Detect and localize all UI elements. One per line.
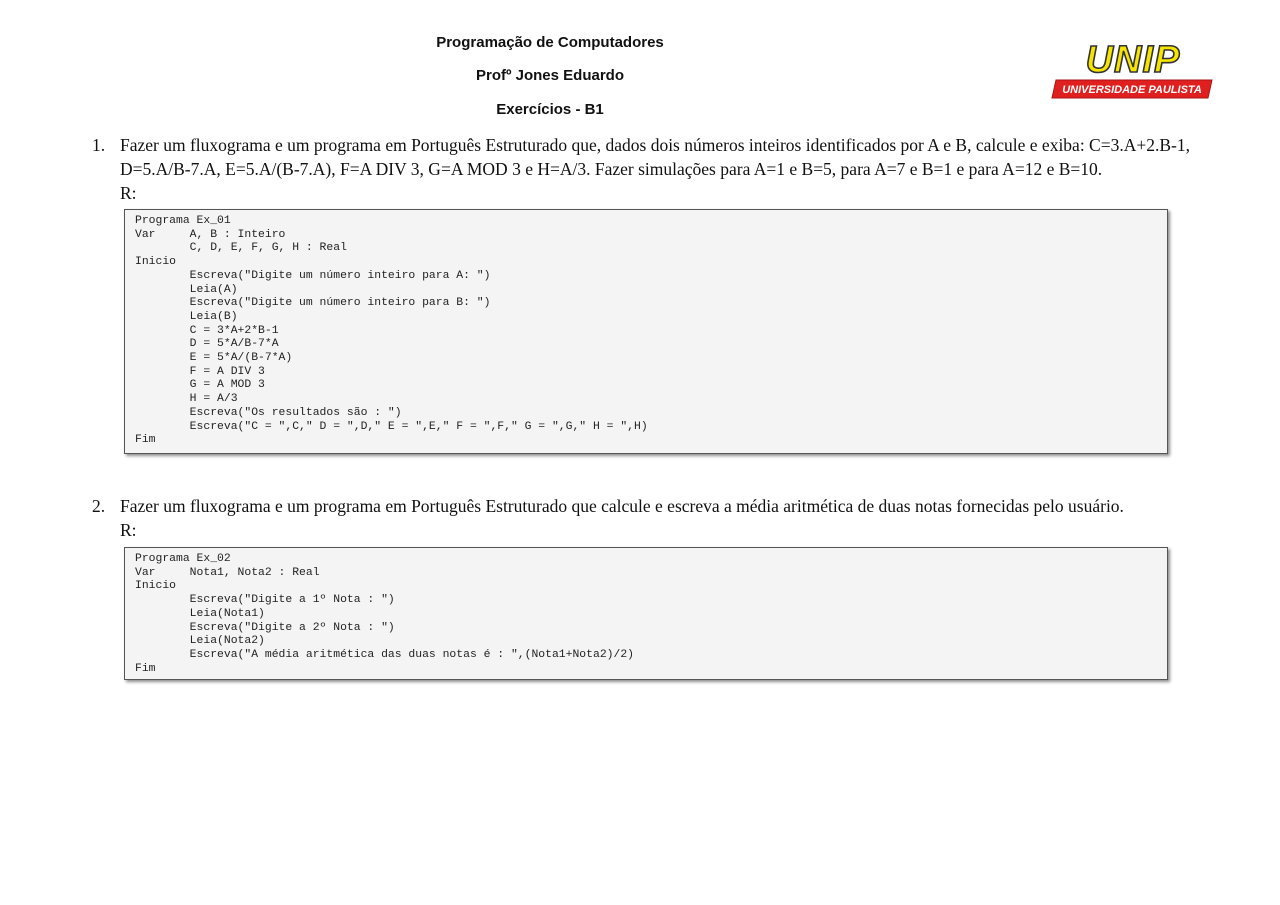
exercise-1 xyxy=(92,133,1222,205)
professor-name: Profº Jones Eduardo xyxy=(475,67,624,84)
code-block-ex01 xyxy=(124,209,1168,454)
logo-subtitle: UNIVERSIDADE PAULISTA xyxy=(1062,84,1202,96)
exercise-number: 2. xyxy=(92,496,106,516)
code-listing: Programa Ex_02 Var Nota1, Nota2 : Real Inicio Escreva("Digite a 1º Nota : ") Leia(Nota1) Escreva("Digite a 2º Nota : ") Leia(Nota2) Escreva("A média aritmética das duas notas é : ",(Nota1+Nota2)/2) Fim xyxy=(135,553,634,675)
logo-wordmark: UNIP xyxy=(1085,40,1181,81)
document-title: Programação de Computadores xyxy=(436,34,664,51)
section-title: Exercícios - B1 xyxy=(496,101,604,118)
exercise-2 xyxy=(92,494,1222,542)
exercise-number: 1. xyxy=(92,135,106,155)
exercise-statement: Fazer um fluxograma e um programa em Português Estruturado que calcule e escreva a média aritmética de duas notas fornecidas pelo usuário. xyxy=(120,496,1124,516)
answer-label: R: xyxy=(120,183,137,203)
code-listing: Programa Ex_01 Var A, B : Inteiro C, D, E, F, G, H : Real Inicio Escreva("Digite um número inteiro para A: ") Leia(A) Escreva("Digite um número inteiro para B: ") Leia(B) C = 3*A+2*B-1 D = 5*A/B-7*A E = 5*A/(B-7*A) F = A DIV 3 G = A MOD 3 H = A/3 Escreva("Os resultados são : ") Escreva("C = ",C," D = ",D," E = ",E," F = ",F," G = ",G," H = ",H) Fim xyxy=(135,215,648,447)
answer-label: R: xyxy=(120,520,137,540)
unip-logo xyxy=(1050,40,1216,102)
code-block-ex02 xyxy=(124,547,1168,680)
exercise-statement: Fazer um fluxograma e um programa em Português Estruturado que, dados dois números inteiros identificados por A e B, calcule e exiba: C=3.A+2.B-1, D=5.A/B-7.A, E=5.A/(B-7.A), F=A DIV 3, G=A MOD 3 e H=A/3. Fazer simulações para A=1 e B=5, para A=7 e B=1 e para A=12 e B=10. xyxy=(120,135,1190,179)
